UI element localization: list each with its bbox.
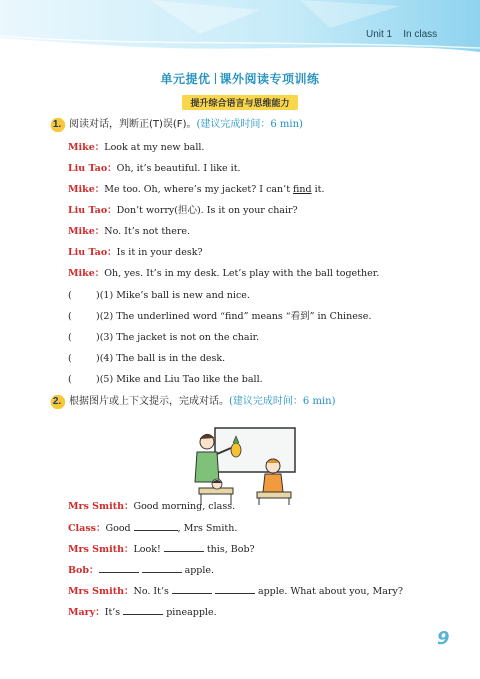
speaker-name: Liu Tao：: [68, 163, 117, 174]
question-1-instruction: 阅读对话，判断正(T)误(F)。: [69, 119, 197, 130]
dialogue-line: [68, 162, 241, 175]
dialogue-line: [68, 267, 379, 280]
answer-blank[interactable]: (: [68, 332, 72, 343]
speaker-name: Liu Tao：: [68, 247, 117, 258]
speaker-name: Mike：: [68, 268, 105, 279]
title-right: 课外阅读专项训练: [219, 72, 320, 86]
dialogue-text: apple.: [181, 565, 215, 576]
answer-blank[interactable]: (: [68, 374, 72, 385]
underlined-word: find: [293, 184, 312, 195]
answer-blank[interactable]: (: [68, 290, 72, 301]
section-subtitle: 提升综合语言与思维能力: [182, 95, 297, 110]
dialogue-text: Me too. Oh, where’s my jacket? I can’t: [104, 184, 294, 195]
statement-text: (2) The underlined word “find” means “看到” in Chinese.: [99, 311, 372, 322]
dialogue-line: [68, 141, 204, 154]
answer-blank[interactable]: [142, 563, 182, 573]
fill-line: [68, 584, 403, 598]
speaker-name: Mrs Smith：: [68, 501, 134, 512]
statement-row: ( )(2) The underlined word “find” means “看到” in Chinese.: [68, 311, 372, 322]
dialogue-text: , Mrs Smith.: [177, 523, 238, 534]
fill-line: [68, 542, 255, 556]
dialogue-text: this, Bob?: [203, 544, 255, 555]
question-2-number: 2.: [48, 395, 66, 409]
dialogue-text: Good: [105, 523, 134, 534]
statement-text: (5) Mike and Liu Tao like the ball.: [99, 374, 263, 385]
dialogue-text: Oh, yes. It’s in my desk. Let’s play with the ball together.: [104, 268, 380, 279]
section-title: [0, 70, 480, 87]
dialogue-text: apple. What about you, Mary?: [254, 586, 403, 597]
unit-topic: In class: [403, 29, 438, 40]
dialogue-line: [68, 204, 298, 217]
answer-blank[interactable]: [215, 584, 255, 594]
title-left: 单元提优: [160, 72, 211, 86]
dialogue-text: Oh, it’s beautiful. I like it.: [116, 163, 241, 174]
question-1-hint: (建议完成时间：6 min): [196, 119, 303, 130]
dialogue-line: [68, 246, 203, 259]
question-1-header: [48, 118, 303, 132]
dialogue-text: No. It’s not there.: [104, 226, 191, 237]
dialogue-text: It’s: [104, 607, 124, 618]
speaker-name: Mike：: [68, 142, 105, 153]
dialogue-text: Is it in your desk?: [116, 247, 203, 258]
unit-number: Unit 1: [366, 29, 393, 40]
answer-blank[interactable]: [99, 563, 139, 573]
statement-row: ( )(3) The jacket is not on the chair.: [68, 332, 260, 343]
statement-row: ( )(5) Mike and Liu Tao like the ball.: [68, 374, 263, 385]
dialogue-text: No. It’s: [133, 586, 172, 597]
dialogue-text: Good morning, class.: [133, 501, 236, 512]
question-1-number: 1.: [48, 118, 66, 132]
question-2-header: [48, 395, 335, 409]
statement-row: ( )(1) Mike’s ball is new and nice.: [68, 290, 250, 301]
title-divider: [215, 73, 216, 84]
answer-blank[interactable]: [134, 521, 178, 531]
fill-line: [68, 521, 237, 535]
speaker-name: Mike：: [68, 184, 105, 195]
fill-line: [68, 605, 217, 619]
section-title-block: [0, 70, 480, 110]
fill-line: [68, 500, 235, 513]
statement-text: (4) The ball is in the desk.: [99, 353, 226, 364]
dialogue-text: Look at my new ball.: [104, 142, 205, 153]
question-2-instruction: 根据图片或上下文提示，完成对话。: [69, 396, 229, 407]
dialogue-text: pineapple.: [163, 607, 217, 618]
page-number: 9: [437, 628, 450, 649]
dialogue-text: Don’t worry(担心). Is it on your chair?: [116, 205, 298, 216]
answer-blank[interactable]: [123, 605, 163, 615]
dialogue-text: Look!: [133, 544, 164, 555]
classroom-illustration: [187, 426, 297, 506]
dialogue-line: [68, 183, 324, 196]
speaker-name: Mrs Smith：: [68, 586, 134, 597]
speaker-name: Bob：: [68, 565, 99, 576]
header-band: [0, 0, 480, 60]
question-2-hint: (建议完成时间：6 min): [229, 396, 336, 407]
speaker-name: Mrs Smith：: [68, 544, 134, 555]
speaker-name: Mike：: [68, 226, 105, 237]
fill-line: [68, 563, 214, 577]
answer-blank[interactable]: [172, 584, 212, 594]
speaker-name: Liu Tao：: [68, 205, 117, 216]
answer-blank[interactable]: (: [68, 311, 72, 322]
answer-blank[interactable]: [164, 542, 204, 552]
speaker-name: Mary：: [68, 607, 105, 618]
unit-label: [366, 29, 437, 40]
dialogue-line: [68, 225, 190, 238]
statement-text: (3) The jacket is not on the chair.: [99, 332, 260, 343]
answer-blank[interactable]: (: [68, 353, 72, 364]
dialogue-text: it.: [311, 184, 325, 195]
speaker-name: Class：: [68, 523, 106, 534]
statement-text: (1) Mike’s ball is new and nice.: [99, 290, 250, 301]
statement-row: ( )(4) The ball is in the desk.: [68, 353, 226, 364]
